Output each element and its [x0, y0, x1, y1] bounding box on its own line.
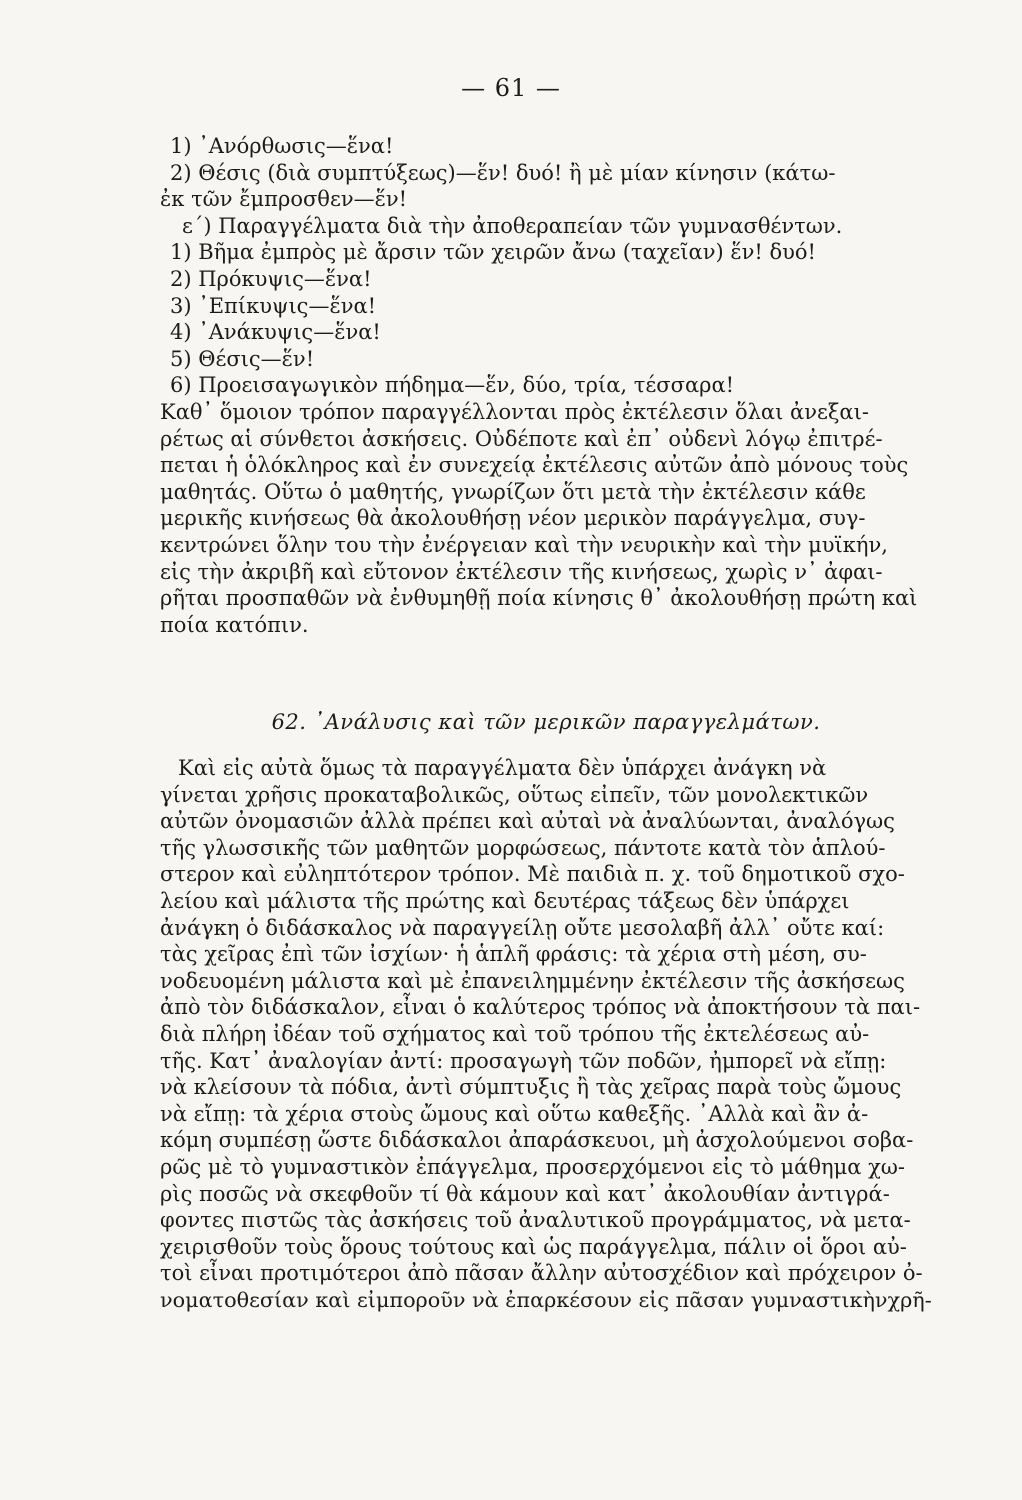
section-heading: 62. ᾿Ανάλυσις καὶ τῶν μερικῶν παραγγελμάτων. [271, 710, 821, 734]
text-line: 3) ᾿Επίκυψις—ἕνα! [170, 293, 377, 318]
text-line: κόμη συμπέσῃ ὥστε διδάσκαλοι ἀπαράσκευοι, μὴ ἀσχολούμενοι σοβα- [160, 1128, 914, 1153]
text-line: 2) Πρόκυψις—ἕνα! [170, 266, 372, 291]
text-line: 2) Θέσις (διὰ συμπτύξεως)—ἕν! δυό! ἢ μὲ μίαν κίνησιν (κάτω- [170, 160, 836, 185]
text-line: 5) Θέσις—ἕν! [170, 346, 315, 371]
text-line: λείου καὶ μάλιστα τῆς πρώτης καὶ δευτέρας τάξεως δὲν ὑπάρχει [160, 888, 850, 913]
text-line: πεται ἡ ὁλόκληρος καὶ ἐν συνεχείᾳ ἐκτέλεσις αὐτῶν ἀπὸ μόνους τοὺς [160, 453, 909, 478]
text-line: εἰς τὴν ἀκριβῆ καὶ εὔτονον ἐκτέλεσιν τῆς κινήσεως, χωρὶς ν᾿ ἀφαι- [160, 559, 883, 584]
text-line: ρὶς ποσῶς νὰ σκεφθοῦν τί θὰ κάμουν καὶ κατ᾿ ἀκολουθίαν ἀντιγρά- [160, 1181, 890, 1206]
text-line: 1) Βῆμα ἐμπρὸς μὲ ἄρσιν τῶν χειρῶν ἄνω (ταχεῖαν) ἕν! δυό! [170, 240, 816, 265]
text-line: ἀπὸ τὸν διδάσκαλον, εἶναι ὁ καλύτερος τρόπος νὰ ἀποκτήσουν τὰ παι- [160, 995, 921, 1020]
text-line: τοὶ εἶναι προτιμότεροι ἀπὸ πᾶσαν ἄλλην αὐτοσχέδιον καὶ πρόχειρον ὀ- [160, 1261, 923, 1286]
text-line: μαθητάς. Οὕτω ὁ μαθητής, γνωρίζων ὅτι μετὰ τὴν ἐκτέλεσιν κάθε [160, 479, 866, 504]
text-line: χειρισθοῦν τοὺς ὅρους τούτους καὶ ὡς παράγγελμα, πάλιν οἱ ὅροι αὐ- [160, 1234, 907, 1259]
text-line: ε΄) Παραγγέλματα διὰ τὴν ἀποθεραπείαν τῶν γυμνασθέντων. [182, 213, 843, 238]
text-line: διὰ πλήρη ἰδέαν τοῦ σχήματος καὶ τοῦ τρόπου τῆς ἐκτελέσεως αὐ- [160, 1021, 870, 1046]
text-line: νὰ κλείσουν τὰ πόδια, ἀντὶ σύμπτυξις ἢ τὰς χεῖρας παρὰ τοὺς ὤμους [160, 1075, 902, 1100]
text-line: γίνεται χρῆσις προκαταβολικῶς, οὕτως εἰπεῖν, τῶν μονολεκτικῶν [160, 782, 869, 807]
section-body [160, 755, 932, 1313]
text-line: τὰς χεῖρας ἐπὶ τῶν ἰσχίων· ἡ ἁπλῆ φράσις: τὰ χέρια στὴ μέση, συ- [160, 942, 867, 967]
text-line: Καθ᾿ ὅμοιον τρόπον παραγγέλλονται πρὸς ἐκτέλεσιν ὅλαι ἀνεξαι- [160, 399, 869, 424]
text-line: φοντες πιστῶς τὰς ἀσκήσεις τοῦ ἀναλυτικοῦ προγράμματος, νὰ μετα- [160, 1208, 911, 1233]
page-number: — 61 — [461, 74, 561, 102]
command-list-block [160, 133, 932, 638]
text-line: αὐτῶν ὀνομασιῶν ἀλλὰ πρέπει καὶ αὐταὶ νὰ ἀναλύωνται, ἀναλόγως [160, 809, 895, 834]
text-line: νὰ εἴπῃ: τὰ χέρια στοὺς ὤμους καὶ οὕτω καθεξῆς. ᾿Αλλὰ καὶ ἂν ἀ- [160, 1101, 869, 1126]
text-line: νοδευομένη μάλιστα καὶ μὲ ἐπανειλημμένην ἐκτέλεσιν τῆς ἀσκήσεως [160, 968, 905, 993]
text-line: ἀνάγκη ὁ διδάσκαλος νὰ παραγγείλῃ οὔτε μεσολαβῆ ἀλλ᾿ οὔτε καί: [160, 915, 885, 940]
text-line: τῆς γλωσσικῆς τῶν μαθητῶν μορφώσεως, πάντοτε κατὰ τὸν ἁπλού- [160, 835, 886, 860]
text-line: ρῆται προσπαθῶν νὰ ἐνθυμηθῇ ποία κίνησις θ᾿ ἀκολουθήσῃ πρώτη καὶ [160, 586, 918, 611]
text-line: τῆς. Κατ᾿ ἀναλογίαν ἀντί: προσαγωγὴ τῶν ποδῶν, ἠμπορεῖ νὰ εἴπῃ: [160, 1048, 887, 1073]
text-line: νοματοθεσίαν καὶ εἰμποροῦν νὰ ἐπαρκέσουν εἰς πᾶσαν γυμναστικὴνχρῆ- [160, 1287, 932, 1312]
text-line: ρῶς μὲ τὸ γυμναστικὸν ἐπάγγελμα, προσερχόμενοι εἰς τὸ μάθημα χω- [160, 1154, 906, 1179]
text-line: ἐκ τῶν ἔμπροσθεν—ἕν! [160, 187, 408, 212]
text-line: 6) Προεισαγωγικὸν πήδημα—ἕν, δύο, τρία, τέσσαρα! [170, 373, 735, 398]
text-line: στερον καὶ εὐληπτότερον τρόπον. Μὲ παιδιὰ π. χ. τοῦ δημοτικοῦ σχο- [160, 862, 905, 887]
text-line: κεντρώνει ὅλην του τὴν ἐνέργειαν καὶ τὴν νευρικὴν καὶ τὴν μυϊκήν, [160, 532, 888, 557]
text-line: ρέτως αἱ σύνθετοι ἀσκήσεις. Οὐδέποτε καὶ ἐπ᾿ οὐδενὶ λόγῳ ἐπιτρέ- [160, 426, 883, 451]
text-line: ποία κατόπιν. [160, 612, 309, 637]
text-line: μερικῆς κινήσεως θὰ ἀκολουθήσῃ νέον μερικὸν παράγγελμα, συγ- [160, 506, 866, 531]
text-line: 4) ᾿Ανάκυψις—ἕνα! [170, 320, 381, 345]
text-line: Καὶ εἰς αὐτὰ ὅμως τὰ παραγγέλματα δὲν ὑπάρχει ἀνάγκη νὰ [178, 756, 827, 780]
text-line: 1) ᾿Ανόρθωσις—ἕνα! [170, 134, 394, 158]
